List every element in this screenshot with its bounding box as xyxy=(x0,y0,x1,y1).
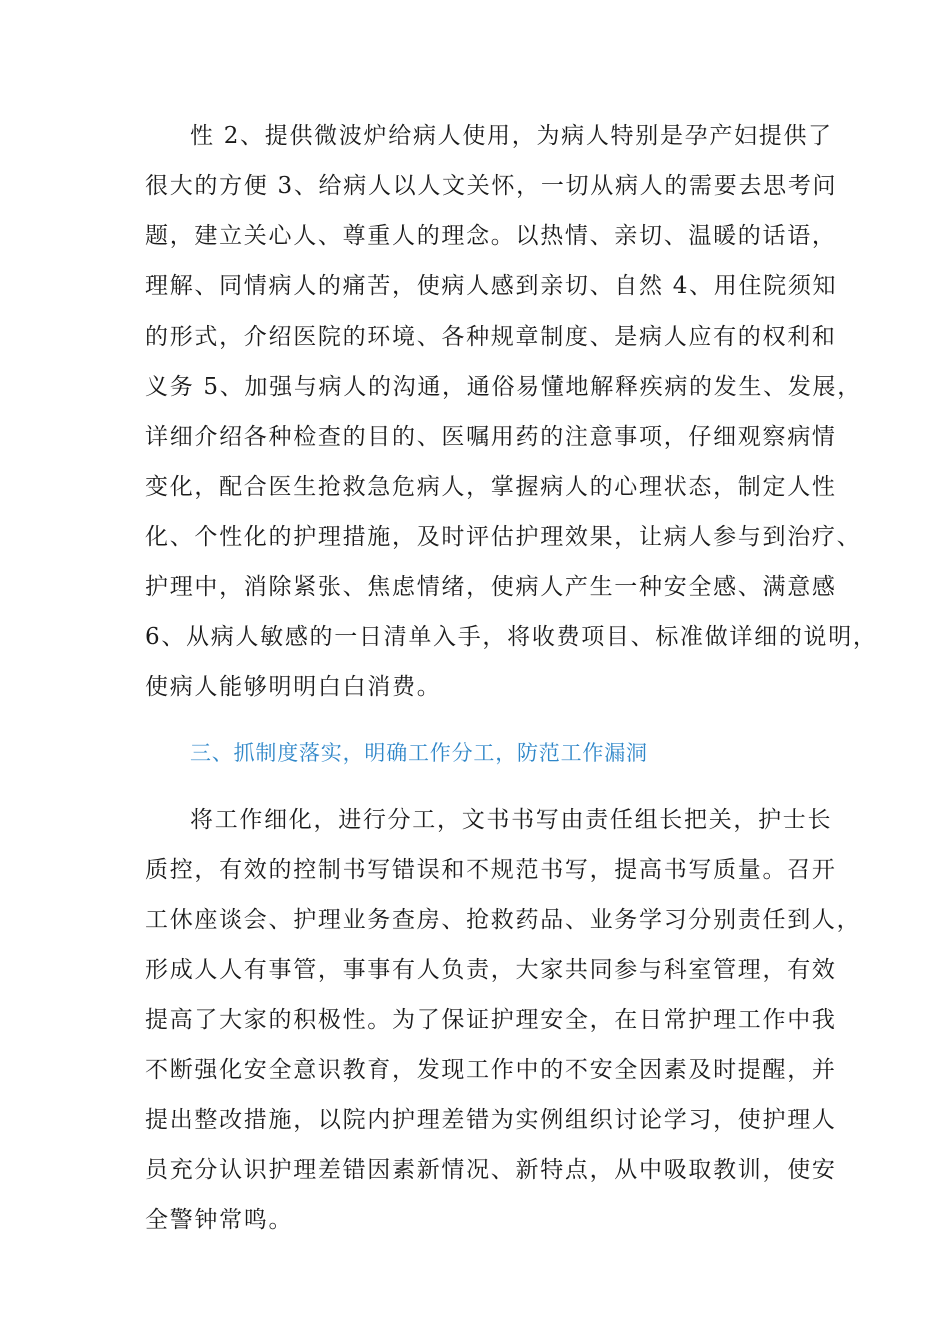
text-line: 性 2、提供微波炉给病人使用，为病人特别是孕产妇提供了 xyxy=(190,123,833,149)
text-line: 义务 5、加强与病人的沟通，通俗易懂地解释疾病的发生、发展， xyxy=(145,374,862,400)
text-line: 工休座谈会、护理业务查房、抢救药品、业务学习分别责任到人， xyxy=(145,907,862,933)
text-line: 形成人人有事管，事事有人负责，大家共同参与科室管理，有效 xyxy=(145,957,837,983)
text-line: 质控，有效的控制书写错误和不规范书写，提高书写质量。召开 xyxy=(145,857,837,883)
text-line: 员充分认识护理差错因素新情况、新特点，从中吸取教训，使安 xyxy=(145,1157,837,1183)
text-line: 很大的方便 3、给病人以人文关怀，一切从病人的需要去思考问 xyxy=(145,173,838,199)
text-line: 详细介绍各种检查的目的、医嘱用药的注意事项，仔细观察病情 xyxy=(145,424,837,450)
text-line: 化、个性化的护理措施，及时评估护理效果，让病人参与到治疗、 xyxy=(145,524,862,550)
section-heading: 三、抓制度落实，明确工作分工，防范工作漏洞 xyxy=(190,741,648,765)
text-line: 提出整改措施，以院内护理差错为实例组织讨论学习，使护理人 xyxy=(145,1107,837,1133)
text-line: 理解、同情病人的痛苦，使病人感到亲切、自然 4、用住院须知 xyxy=(145,273,838,299)
text-line: 护理中，消除紧张、焦虑情绪，使病人产生一种安全感、满意感 xyxy=(145,574,837,600)
text-line: 将工作细化，进行分工，文书书写由责任组长把关，护士长 xyxy=(190,807,833,833)
text-line: 不断强化安全意识教育，发现工作中的不安全因素及时提醒，并 xyxy=(145,1057,837,1083)
text-line: 全警钟常鸣。 xyxy=(145,1207,294,1233)
text-line: 提高了大家的积极性。为了保证护理安全，在日常护理工作中我 xyxy=(145,1007,837,1033)
text-line: 的形式，介绍医院的环境、各种规章制度、是病人应有的权利和 xyxy=(145,324,837,350)
text-line: 使病人能够明明白白消费。 xyxy=(145,674,442,700)
text-line: 题，建立关心人、尊重人的理念。以热情、亲切、温暖的话语， xyxy=(145,223,837,249)
text-line: 变化，配合医生抢救急危病人，掌握病人的心理状态，制定人性 xyxy=(145,474,837,500)
text-line: 6、从病人敏感的一日清单入手，将收费项目、标准做详细的说明， xyxy=(145,624,878,650)
